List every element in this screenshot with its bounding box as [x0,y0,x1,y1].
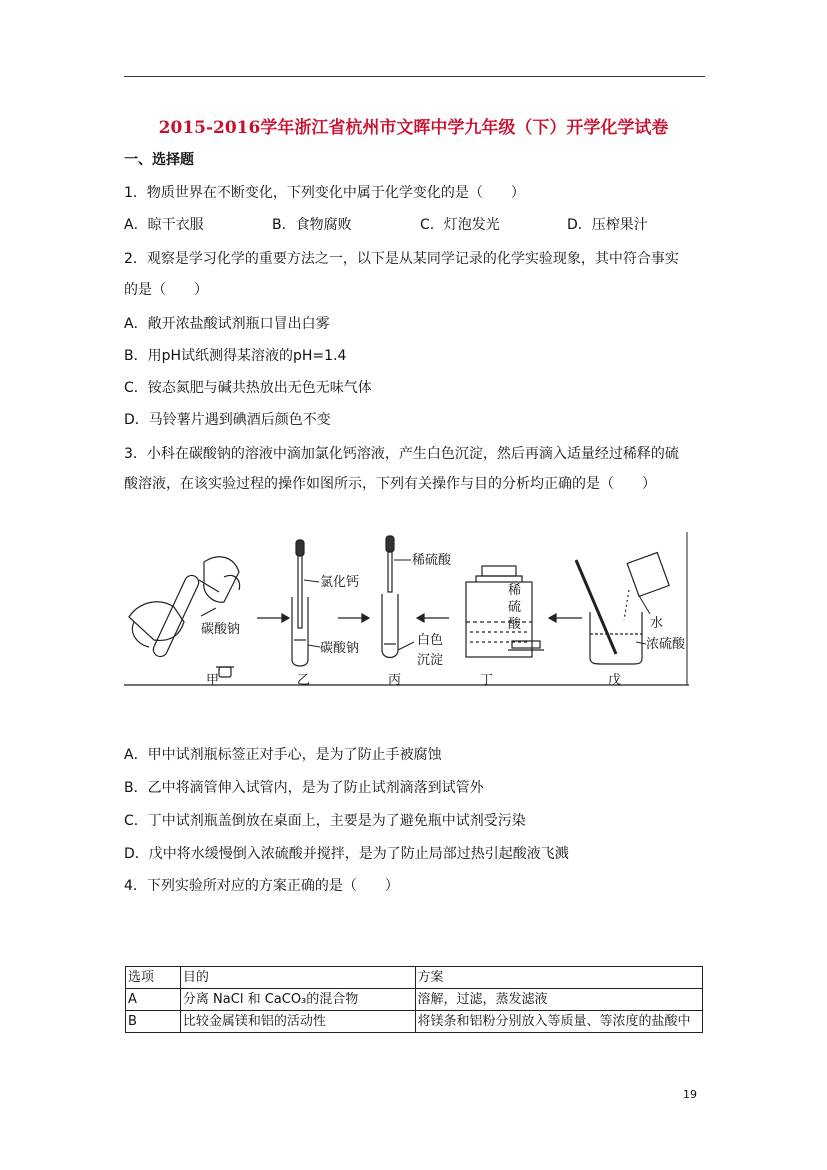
header-rule [124,76,705,77]
q2-option-a: A．敞开浓盐酸试剂瓶口冒出白雾 [124,316,330,332]
label-dilute-v3: 酸 [508,617,522,632]
table-row [126,989,703,1011]
section-heading: 一、选择题 [124,152,194,168]
q3-option-b: B．乙中将滴管伸入试管内，是为了防止试剂滴落到试管外 [124,780,484,796]
label-precipitate: 沉淀 [417,653,444,668]
label-calcium-chloride: 氯化钙 [320,575,360,590]
q4-table [125,966,703,1033]
page-number: 19 [683,1088,697,1101]
q2-option-c: C．铵态氮肥与碱共热放出无色无味气体 [124,380,372,396]
label-dilute-v1: 稀 [508,583,522,598]
table-header-row [126,967,703,989]
question-2-stem-line1: 2．观察是学习化学的重要方法之一，以下是从某同学记录的化学实验现象，其中符合事实 [124,251,679,267]
question-4-stem: 4．下列实验所对应的方案正确的是（ ） [124,878,399,894]
table-header-cell: 方案 [415,967,702,989]
page-title: 2015-2016学年浙江省杭州市文晖中学九年级（下）开学化学试卷 [158,118,669,138]
label-sodium-carbonate-a: 碳酸钠 [201,622,241,637]
step-label-yi: 乙 [297,673,311,688]
label-dilute-v2: 硫 [508,600,522,615]
table-cell: B [126,1011,181,1033]
q1-option-a: A．晾干衣服 [124,217,204,233]
label-water: 水 [650,616,664,631]
step-jia-illustration [129,557,240,677]
question-3-stem-line2: 酸溶液，在该实验过程的操作如图所示，下列有关操作与目的分析均正确的是（ ） [124,476,656,492]
step-yi-illustration [292,540,308,666]
step-label-wu: 戊 [608,673,622,688]
label-sodium-carbonate-b: 碳酸钠 [320,641,360,656]
q2-option-d: D．马铃薯片遇到碘酒后颜色不变 [124,412,331,428]
question-3-stem-line1: 3．小科在碳酸钠的溶液中滴加氯化钙溶液，产生白色沉淀，然后再滴入适量经过稀释的硫 [124,446,679,462]
arrow-1 [257,614,289,622]
q1-option-b: B．食物腐败 [272,217,352,233]
q3-option-c: C．丁中试剂瓶盖倒放在桌面上，主要是为了避免瓶中试剂受污染 [124,813,526,829]
step-ding-illustration [466,566,532,657]
question-1-stem: 1．物质世界在不断变化，下列变化中属于化学变化的是（ ） [124,185,525,201]
q3-option-a: A．甲中试剂瓶标签正对手心，是为了防止手被腐蚀 [124,747,442,763]
q3-option-d: D．戊中将水缓慢倒入浓硫酸并搅拌，是为了防止局部过热引起酸液飞溅 [124,846,569,862]
table-header-cell: 选项 [126,967,181,989]
step-label-jia: 甲 [206,673,220,688]
table-cell: 比较金属镁和铝的活动性 [180,1011,415,1033]
q1-option-c: C．灯泡发光 [420,217,500,233]
table-cell: 分离 NaCl 和 CaCO₃的混合物 [180,989,415,1011]
table-cell: 溶解，过滤，蒸发滤液 [415,989,702,1011]
q1-option-d: D．压榨果汁 [567,217,648,233]
table-row [126,1011,703,1033]
q2-option-b: B．用pH试纸测得某溶液的pH=1.4 [124,348,347,364]
step-label-bing: 丙 [388,673,402,688]
label-white: 白色 [417,633,444,648]
experiment-figure [124,532,689,689]
arrow-2 [338,614,369,622]
label-dilute-sulfuric-acid: 稀硫酸 [412,553,452,568]
table-cell: A [126,989,181,1011]
table-cell: 将镁条和铝粉分别放入等质量、等浓度的盐酸中 [415,1011,702,1033]
question-2-stem-line2: 的是（ ） [124,282,208,298]
arrow-4 [549,614,582,622]
table-header-cell: 目的 [180,967,415,989]
label-concentrated-sulfuric-acid: 浓硫酸 [646,637,686,652]
arrow-3 [417,614,449,622]
step-bing-illustration [382,536,398,658]
step-label-ding: 丁 [480,673,494,688]
